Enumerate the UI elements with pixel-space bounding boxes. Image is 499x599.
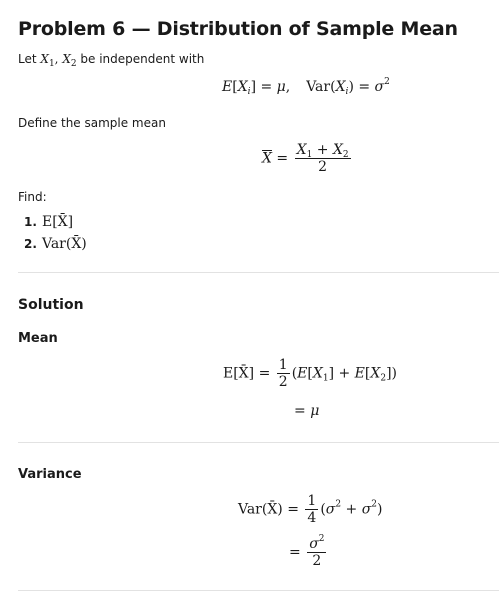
exponent: 2 xyxy=(384,77,390,87)
paren: ) xyxy=(391,365,398,382)
sigma-symbol: σ xyxy=(309,536,319,552)
list-expression: E[X̄] xyxy=(42,214,74,230)
moments-equation xyxy=(222,79,390,95)
fraction xyxy=(307,536,326,569)
list-number: 2. xyxy=(24,237,37,251)
variable-x1: X xyxy=(296,142,307,158)
mean-result xyxy=(294,403,319,419)
expectation-symbol: E xyxy=(297,365,308,382)
plus: + xyxy=(334,365,355,382)
equals: = xyxy=(256,79,277,95)
divider xyxy=(18,272,499,273)
solution-heading: Solution xyxy=(18,297,84,313)
equals: = xyxy=(289,544,306,561)
expectation-symbol: E xyxy=(222,79,233,95)
equals: = xyxy=(353,79,375,95)
variance-equation xyxy=(238,493,383,526)
page-title: Problem 6 — Distribution of Sample Mean xyxy=(18,18,458,40)
equals: = xyxy=(294,403,311,419)
list-item xyxy=(24,233,87,255)
fraction xyxy=(295,142,351,175)
paren: ( xyxy=(320,501,326,518)
find-list xyxy=(24,211,87,255)
bracket: ] xyxy=(250,79,257,95)
document xyxy=(18,0,499,599)
equals: = xyxy=(282,501,304,518)
paren: ) xyxy=(348,79,354,95)
numerator xyxy=(295,142,351,158)
variance-heading: Variance xyxy=(18,467,82,482)
sample-mean-definition xyxy=(262,142,353,175)
exponent: 2 xyxy=(371,499,378,510)
numerator xyxy=(307,536,326,552)
paren: ( xyxy=(330,79,336,95)
var-operator: Var xyxy=(306,79,331,95)
divider xyxy=(18,590,499,591)
mean-heading: Mean xyxy=(18,331,58,346)
variable-x1: X xyxy=(312,365,323,382)
mu-symbol: μ xyxy=(310,403,320,419)
intro-text xyxy=(18,52,205,69)
exponent: 2 xyxy=(318,534,325,544)
denominator: 2 xyxy=(295,158,351,175)
numerator: 1 xyxy=(278,357,288,373)
intro-comma: , xyxy=(54,52,63,66)
fraction xyxy=(277,357,290,390)
mean-equation: E[X̄] = $\frac{1}{2}$ $(E[X_1] + E[X_2])$ xyxy=(223,357,398,390)
paren: ( xyxy=(291,365,298,382)
subscript: 1 xyxy=(322,373,329,384)
index-i: i xyxy=(345,87,349,97)
sigma-symbol: σ xyxy=(361,501,372,518)
variance-lhs: Var(X̄) xyxy=(238,501,283,518)
denominator: 2 xyxy=(278,374,288,390)
divider xyxy=(18,442,499,443)
subscript: 2 xyxy=(342,150,349,160)
variable-x: X xyxy=(335,79,346,95)
intro-x1: X xyxy=(40,52,49,66)
sigma-symbol: σ xyxy=(374,79,385,95)
exponent: 2 xyxy=(335,499,342,510)
intro-x1-sub: 1 xyxy=(48,59,55,69)
intro-prefix: Let xyxy=(18,52,41,66)
separator: , xyxy=(285,79,291,95)
intro-x2-sub: 2 xyxy=(70,59,77,69)
list-number: 1. xyxy=(24,215,37,229)
xbar-symbol: $\overline{X}$ xyxy=(262,150,272,167)
bracket: [ xyxy=(232,79,238,95)
denominator: 2 xyxy=(307,552,326,569)
plus: + xyxy=(341,501,362,518)
mean-lhs: E[X̄] xyxy=(223,365,255,382)
intro-x2: X xyxy=(62,52,71,66)
subscript: 1 xyxy=(306,150,313,160)
subscript: 2 xyxy=(380,373,387,384)
intro-suffix: be independent with xyxy=(76,52,205,66)
variable-x: X xyxy=(237,79,248,95)
list-item xyxy=(24,211,87,233)
variance-result xyxy=(289,536,328,569)
variable-x2: X xyxy=(370,365,381,382)
numerator: 1 xyxy=(307,493,317,509)
sigma-symbol: σ xyxy=(325,501,336,518)
equals: = xyxy=(271,150,293,167)
equals: = xyxy=(254,365,275,382)
plus: + xyxy=(312,142,333,158)
paren: ) xyxy=(377,501,383,518)
find-label: Find: xyxy=(18,190,47,204)
define-text: Define the sample mean xyxy=(18,116,166,130)
expectation-symbol: E xyxy=(354,365,365,382)
variable-x2: X xyxy=(332,142,343,158)
denominator: 4 xyxy=(307,510,317,526)
list-expression: Var(X̄) xyxy=(42,236,87,252)
fraction xyxy=(305,493,318,526)
index-i: i xyxy=(247,87,251,97)
mu-symbol: μ xyxy=(276,79,286,95)
